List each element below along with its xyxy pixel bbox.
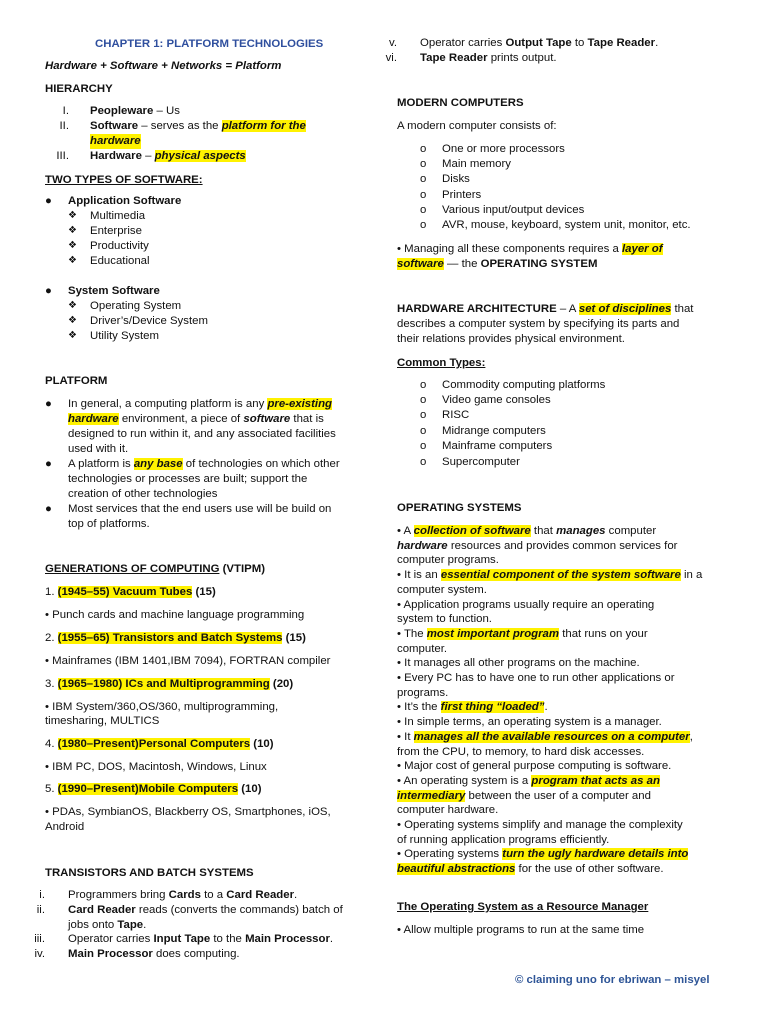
- os-line: • It is an essential component of the system software in a: [397, 569, 703, 582]
- list-item: Printers: [442, 189, 482, 201]
- os-line: computer system.: [397, 583, 487, 596]
- os-line: computer programs.: [397, 554, 499, 567]
- tbs-heading: TRANSISTORS AND BATCH SYSTEMS: [45, 867, 254, 879]
- bullet-icon: ●: [45, 398, 52, 410]
- list-item: Supercomputer: [442, 456, 520, 468]
- os-line: from the CPU, to memory, to hard disk accesses.: [397, 745, 645, 758]
- platform-heading: PLATFORM: [45, 375, 108, 387]
- circle-bullet-icon: o: [420, 219, 427, 231]
- os-line: beautiful abstractions for the use of other software.: [397, 863, 664, 876]
- os-line: computer.: [397, 642, 448, 655]
- os-line: • It manages all other programs on the machine.: [397, 657, 640, 670]
- list-item: One or more processors: [442, 143, 565, 155]
- chapter-title: CHAPTER 1: PLATFORM TECHNOLOGIES: [95, 38, 324, 50]
- bullet-icon: ●: [45, 458, 52, 470]
- os-line: • Major cost of general purpose computing is software.: [397, 760, 672, 773]
- modern-intro: A modern computer consists of:: [397, 120, 557, 132]
- diamond-bullet-icon: ❖: [68, 225, 77, 236]
- circle-bullet-icon: o: [420, 379, 427, 391]
- os-line: • In simple terms, an operating system is a manager.: [397, 716, 662, 729]
- circle-bullet-icon: o: [420, 394, 427, 406]
- list-item: Disks: [442, 173, 470, 185]
- circle-bullet-icon: o: [420, 189, 427, 201]
- bullet-icon: ●: [45, 285, 52, 297]
- list-item: Video game consoles: [442, 394, 551, 406]
- sys-software-label: System Software: [68, 285, 160, 297]
- os-line: of running application programs efficiently.: [397, 833, 610, 846]
- list-item: Multimedia: [90, 210, 146, 222]
- list-item: Commodity computing platforms: [442, 379, 606, 391]
- modern-computers-heading: MODERN COMPUTERS: [397, 97, 524, 109]
- diamond-bullet-icon: ❖: [68, 300, 77, 311]
- list-item: AVR, mouse, keyboard, system unit, monitor, etc.: [442, 219, 691, 231]
- list-item: Main memory: [442, 158, 511, 170]
- list-item: Utility System: [90, 330, 159, 342]
- circle-bullet-icon: o: [420, 456, 427, 468]
- resource-manager-item: • Allow multiple programs to run at the same time: [397, 924, 645, 936]
- circle-bullet-icon: o: [420, 409, 427, 421]
- app-software-label: Application Software: [68, 195, 182, 207]
- circle-bullet-icon: o: [420, 425, 427, 437]
- list-item: Educational: [90, 255, 150, 267]
- os-line: system to function.: [397, 613, 492, 626]
- footer-credit: © claiming uno for ebriwan – misyel: [515, 974, 710, 986]
- list-item: Mainframe computers: [442, 440, 553, 452]
- circle-bullet-icon: o: [420, 173, 427, 185]
- list-item: RISC: [442, 409, 470, 421]
- diamond-bullet-icon: ❖: [68, 255, 77, 266]
- os-line: • A collection of software that manages computer: [397, 525, 657, 537]
- generations-heading: GENERATIONS OF COMPUTING (VTIPM): [45, 563, 266, 575]
- resource-manager-heading: The Operating System as a Resource Manager: [397, 901, 649, 913]
- diamond-bullet-icon: ❖: [68, 210, 77, 221]
- circle-bullet-icon: o: [420, 440, 427, 452]
- os-line: • Every PC has to have one to run other applications or: [397, 672, 675, 684]
- platform-formula: Hardware + Software + Networks = Platform: [45, 60, 282, 72]
- circle-bullet-icon: o: [420, 204, 427, 216]
- list-item: Midrange computers: [442, 425, 546, 437]
- os-line: • Operating systems turn the ugly hardware details into: [397, 848, 689, 861]
- diamond-bullet-icon: ❖: [68, 240, 77, 251]
- common-types-heading: Common Types:: [397, 357, 486, 369]
- list-item: Productivity: [90, 240, 149, 252]
- list-item: Operating System: [90, 300, 182, 312]
- os-line: • Operating systems simplify and manage the complexity: [397, 819, 683, 831]
- list-item: Driver’s/Device System: [90, 315, 208, 327]
- operating-systems-heading: OPERATING SYSTEMS: [397, 502, 522, 514]
- os-line: • The most important program that runs on your: [397, 627, 648, 640]
- os-line: computer hardware.: [397, 804, 499, 817]
- bullet-icon: ●: [45, 503, 52, 515]
- circle-bullet-icon: o: [420, 158, 427, 170]
- circle-bullet-icon: o: [420, 143, 427, 155]
- os-line: • It manages all the available resources on a computer,: [397, 730, 693, 743]
- os-line: • Application programs usually require an operating: [397, 598, 655, 611]
- two-types-heading: TWO TYPES OF SOFTWARE:: [45, 174, 203, 186]
- list-item: Enterprise: [90, 225, 142, 237]
- list-item: Various input/output devices: [442, 204, 585, 216]
- os-line: programs.: [397, 686, 449, 699]
- os-line: • It’s the first thing “loaded”.: [397, 701, 548, 714]
- os-line: hardware resources and provides common services for: [397, 539, 678, 552]
- hierarchy-heading: HIERARCHY: [45, 83, 113, 95]
- diamond-bullet-icon: ❖: [68, 330, 77, 341]
- os-line: • An operating system is a program that acts as an: [397, 774, 660, 787]
- diamond-bullet-icon: ❖: [68, 315, 77, 326]
- os-line: intermediary between the user of a computer and: [397, 789, 651, 802]
- bullet-icon: ●: [45, 195, 52, 207]
